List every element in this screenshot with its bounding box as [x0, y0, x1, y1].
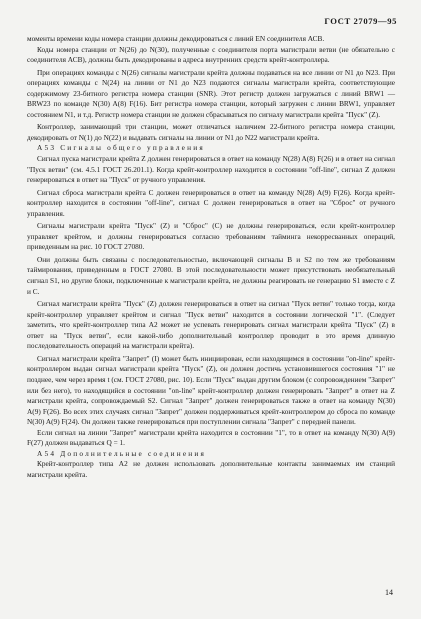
document-header: ГОСТ 27079—95 [324, 16, 397, 26]
paragraph: Крейт-контроллер типа А2 не должен использовать дополнительные контакты занимаемых им станций магистрали крейта. [27, 459, 395, 479]
page-number: 14 [385, 588, 393, 597]
section-heading: А54 Дополнительные соединения [37, 448, 207, 458]
paragraph: Сигнал магистрали крейта "Запрет" (I) может быть инициирован, если находящимся в состоянии "on-line" крейт-контроллером выдан сигнал магистрали крейта "Пуск" (Z), он должен достичь установившегося состояния "1" не позднее, чем через время t (см. ГОСТ 27080, рис. 10). Если "Пуск" выдан другим блоком (с сопровождением "Запрет" или без него), то находящийся в состоянии "on-line" крейт-контроллер должен генерировать "Запрет" в ответ на Z магистрали крейта, сопровождаемый S2. Сигнал "Запрет" должен генерироваться также в ответ на команду N(30) A(9) F(26). Во всех этих случаях сигнал "Запрет" должен поддерживаться крейт-контроллером до сброса по команде N(30) A(9) F(24). Он должен также генерироваться при поступлении сигнала "Запрет" с передней панели. [27, 353, 395, 427]
paragraph: При операциях команды с N(26) сигналы магистрали крейта должны подаваться на все линии от N1 до N23. При операциях команды с N(24) на линии от N1 до N23 подаются сигналы магистрали крейта, соответствующие содержимому 23-битного регистра номера станции (SNR). Этот регистр должен загружаться с линий BRW1 — BRW23 по команде N(30) A(8) F(16). Бит регистра номера станции, который загружен с линии BRW1, управляет состоянием N1, и т.д. Регистр номера станции не должен сбрасываться по сигналу магистрали крейта "Пуск" (Z). [27, 67, 395, 119]
paragraph: Сигнал пуска магистрали крейта Z должен генерироваться в ответ на команду N(28) A(8) F(26) и в ответ на сигнал "Пуск ветви" (см. 4.5.1 ГОСТ 26.201.1). Когда крейт-контроллер находится в состоянии "off-line", сигнал Z должен генерироваться в ответ на "Пуск" от ручного управления. [27, 154, 395, 185]
paragraph: Если сигнал на линии "Запрет" магистрали крейта находится в состоянии "1", то в ответ на команду N(30) A(9) F(27) должен выдаваться Q = 1. [27, 427, 395, 448]
paragraph: Они должны быть связаны с последовательностью, включающей сигналы В и S2 по тем же требованиям таймирования, приведенным в ГОСТ 27080. В этой последовательности может присутствовать необязательный сигнал S1, но другие блоки, подключенные к магистрали крейта, не должны реагировать не генерацию S1 вместе с Z и С. [27, 254, 395, 296]
paragraph: Сигнал магистрали крейта "Пуск" (Z) должен генерироваться в ответ на сигнал "Пуск ветви" только тогда, когда крейт-контроллер управляет крейтом и сигнал "Пуск ветви" находится в состоянии логической "1". (Следует заметить, что крейт-контроллер типа А2 может не успевать генерировать сигнал магистрали крейта "Пуск" (Z) в ответ на "Пуск ветви", если какой-либо дополнительный контроллер проводит в это время длинную последовательность операций на магистрали крейта). [27, 299, 395, 351]
paragraph: Контроллер, занимающий три станции, может отличаться наличием 22-битного регистра номера станции, декодировать от N(1) до N(22) и выдавать сигналы на линии от N1 до N22 магистрали крейта. [27, 122, 395, 142]
section-heading: А53 Сигналы общего управления [37, 143, 205, 153]
paragraph: моменты времени коды номера станции должны декодироваться с линий EN соединителя АСВ. [27, 34, 325, 43]
paragraph: Коды номера станции от N(26) до N(30), полученные с соединителя порта магистрали ветви (не обязательно с соединителя АСВ), должны быть декодированы в адреса внутренних средств крейт-контроллера. [27, 44, 395, 65]
paragraph: Сигнал сброса магистрали крейта С должен генерироваться в ответ на команду N(28) A(9) F(26). Когда крейт-контроллер находится в состоянии "off-line", сигнал С должен генерироваться в ответ на "Сброс" от ручного управления. [27, 187, 395, 218]
paragraph: Сигналы магистрали крейта "Пуск" (Z) и "Сброс" (С) не должны генерироваться, если крейт-контроллер управляет крейтом, и должны генерироваться согласно требованиям тайминга некорресванных операций, приведенным на рис. 10 ГОСТ 27080. [27, 221, 395, 252]
document-body [27, 34, 395, 480]
